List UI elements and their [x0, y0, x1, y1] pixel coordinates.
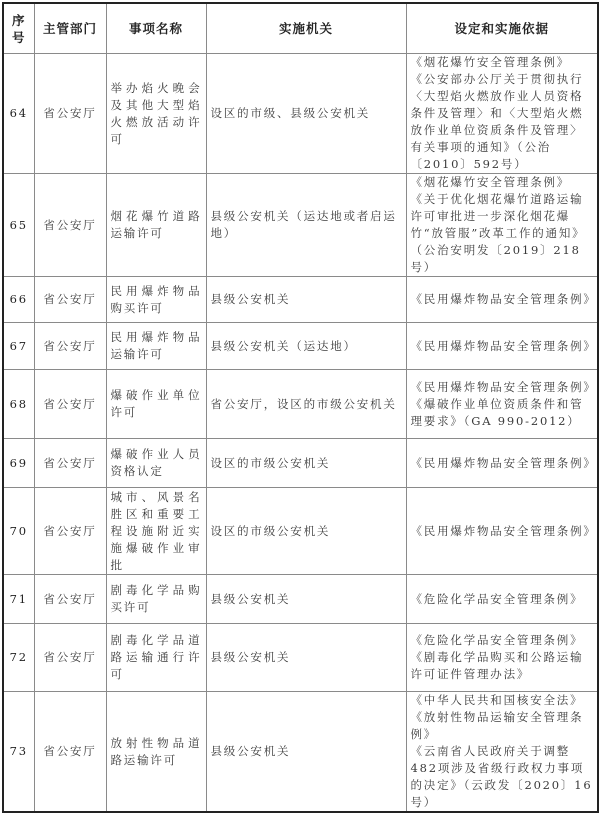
cell-item-name: 剧毒化学品购买许可	[106, 575, 206, 624]
cell-department: 省公安厅	[34, 624, 106, 692]
cell-item-name: 举办焰火晚会及其他大型焰火燃放活动许可	[106, 54, 206, 174]
cell-implementing-agency: 省公安厅，设区的市级公安机关	[206, 370, 406, 439]
cell-implementing-agency: 县级公安机关	[206, 575, 406, 624]
cell-department: 省公安厅	[34, 488, 106, 575]
cell-department: 省公安厅	[34, 277, 106, 323]
cell-legal-basis	[406, 277, 598, 323]
cell-item-name: 放射性物品道路运输许可	[106, 692, 206, 813]
legal-basis-entry: 《民用爆炸物品安全管理条例》	[410, 523, 597, 538]
legal-basis-entry: 《关于优化烟花爆竹道路运输许可审批进一步深化烟花爆竹“放管服”改革工作的通知》（公治安明发〔2019〕218号）	[410, 192, 586, 274]
cell-serial-number: 67	[3, 323, 34, 370]
legal-basis-entry: 《烟花爆竹安全管理条例》	[410, 175, 571, 189]
cell-item-name: 民用爆炸物品运输许可	[106, 323, 206, 370]
table-row	[3, 488, 598, 575]
cell-implementing-agency: 县级公安机关（运达地）	[206, 323, 406, 370]
header-serial-line1: 序	[11, 12, 26, 28]
table-row	[3, 370, 598, 439]
cell-legal-basis	[406, 575, 598, 624]
cell-item-name: 烟花爆竹道路运输许可	[106, 174, 206, 277]
cell-legal-basis	[406, 692, 598, 813]
cell-serial-number: 69	[3, 439, 34, 488]
legal-basis-entry: 《烟花爆竹安全管理条例》	[410, 55, 571, 69]
legal-basis-entry: 《公安部办公厅关于贯彻执行〈大型焰火燃放作业人员资格条件及管理〉和〈大型焰火燃放作业单位资质条件及管理〉有关事项的通知》（公治〔2010〕592号）	[410, 72, 584, 171]
table-row	[3, 323, 598, 370]
cell-item-name: 城市、风景名胜区和重要工程设施附近实施爆破作业审批	[106, 488, 206, 575]
cell-implementing-agency: 设区的市级公安机关	[206, 488, 406, 575]
cell-serial-number: 72	[3, 624, 34, 692]
header-item-name: 事项名称	[106, 3, 206, 54]
cell-legal-basis	[406, 439, 598, 488]
table-body	[3, 54, 598, 813]
cell-department: 省公安厅	[34, 692, 106, 813]
table-row	[3, 277, 598, 323]
legal-basis-entry: 《云南省人民政府关于调整482项涉及省级行政权力事项的决定》（云政发〔2020〕16号）	[410, 744, 593, 809]
cell-legal-basis	[406, 624, 598, 692]
cell-serial-number: 71	[3, 575, 34, 624]
table-row	[3, 439, 598, 488]
legal-basis-entry: 《剧毒化学品购买和公路运输许可证件管理办法》	[410, 650, 584, 681]
legal-basis-entry: 《放射性物品运输安全管理条例》	[410, 710, 584, 741]
cell-legal-basis	[406, 174, 598, 277]
cell-implementing-agency: 县级公安机关	[206, 277, 406, 323]
cell-department: 省公安厅	[34, 575, 106, 624]
cell-legal-basis	[406, 488, 598, 575]
cell-serial-number: 68	[3, 370, 34, 439]
cell-department: 省公安厅	[34, 323, 106, 370]
cell-item-name: 爆破作业人员资格认定	[106, 439, 206, 488]
cell-department: 省公安厅	[34, 370, 106, 439]
cell-implementing-agency: 县级公安机关	[206, 624, 406, 692]
table-row	[3, 624, 598, 692]
cell-implementing-agency: 设区的市级、县级公安机关	[206, 54, 406, 174]
cell-serial-number: 70	[3, 488, 34, 575]
cell-department: 省公安厅	[34, 174, 106, 277]
cell-item-name: 民用爆炸物品购买许可	[106, 277, 206, 323]
legal-basis-entry: 《中华人民共和国核安全法》	[410, 693, 584, 707]
table-row	[3, 174, 598, 277]
header-implementing-agency: 实施机关	[206, 3, 406, 54]
cell-department: 省公安厅	[34, 54, 106, 174]
cell-serial-number: 73	[3, 692, 34, 813]
legal-basis-entry: 《危险化学品安全管理条例》	[410, 591, 584, 606]
table-row	[3, 54, 598, 174]
cell-legal-basis	[406, 323, 598, 370]
legal-basis-entry: 《民用爆炸物品安全管理条例》	[410, 379, 597, 394]
cell-serial-number: 65	[3, 174, 34, 277]
header-serial-line2: 号	[11, 29, 26, 45]
cell-implementing-agency: 设区的市级公安机关	[206, 439, 406, 488]
cell-item-name: 剧毒化学品道路运输通行许可	[106, 624, 206, 692]
legal-basis-entry: 《民用爆炸物品安全管理条例》	[410, 292, 597, 306]
table-header-row	[3, 3, 598, 54]
legal-basis-entry: 《民用爆炸物品安全管理条例》	[410, 455, 597, 470]
header-department: 主管部门	[34, 3, 106, 54]
cell-implementing-agency: 县级公安机关	[206, 692, 406, 813]
header-legal-basis: 设定和实施依据	[406, 3, 598, 54]
table-row	[3, 575, 598, 624]
cell-legal-basis	[406, 370, 598, 439]
cell-serial-number: 66	[3, 277, 34, 323]
legal-basis-entry: 《民用爆炸物品安全管理条例》	[410, 338, 597, 353]
header-serial-number	[3, 3, 34, 54]
table-row	[3, 692, 598, 813]
legal-basis-entry: 《爆破作业单位资质条件和管理要求》（GA 990-2012）	[410, 396, 584, 428]
legal-basis-entry: 《危险化学品安全管理条例》	[410, 633, 584, 647]
permits-table	[2, 2, 599, 813]
cell-item-name: 爆破作业单位许可	[106, 370, 206, 439]
cell-serial-number: 64	[3, 54, 34, 174]
cell-implementing-agency: 县级公安机关（运达地或者启运地）	[206, 174, 406, 277]
cell-legal-basis	[406, 54, 598, 174]
cell-department: 省公安厅	[34, 439, 106, 488]
